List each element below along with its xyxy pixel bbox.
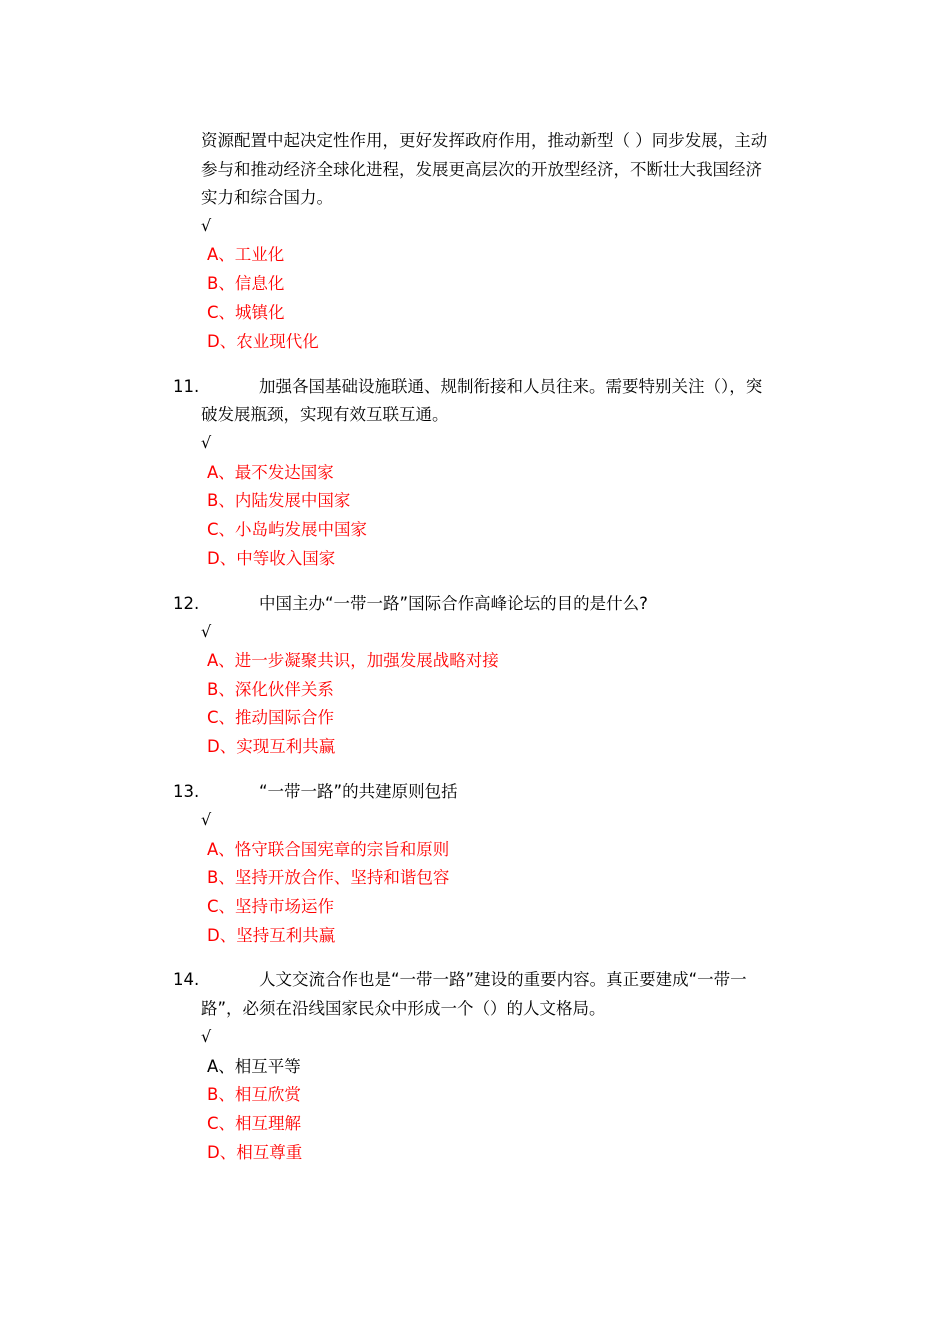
question-13-first-line <box>173 778 805 807</box>
question-14-option-d: D、相互尊重 <box>207 1143 303 1162</box>
question-11-check-mark: √ <box>201 433 212 452</box>
question-14-option-b: B、相互欣赏 <box>207 1085 301 1104</box>
question-13-option-d: D、坚持互利共赢 <box>207 926 336 945</box>
question-12-first-line <box>173 590 805 619</box>
question-14-option-a: A、相互平等 <box>207 1057 301 1076</box>
question-12-option-d: D、实现互利共赢 <box>207 737 336 756</box>
question-12-option-b: B、深化伙伴关系 <box>207 680 334 699</box>
question-13-option-a: A、恪守联合国宪章的宗旨和原则 <box>207 840 450 859</box>
question-13-option-b: B、坚持开放合作、坚持和谐包容 <box>207 868 450 887</box>
question-12-option-a: A、进一步凝聚共识，加强发展战略对接 <box>207 651 499 670</box>
question-14-option-c: C、相互理解 <box>207 1114 302 1133</box>
question-11-option-c: C、小岛屿发展中国家 <box>207 520 368 539</box>
question-14-check-mark: √ <box>201 1027 212 1046</box>
question-14-number: 14. <box>173 970 200 989</box>
question-11-option-a: A、最不发达国家 <box>207 463 334 482</box>
question-13-option-c: C、坚持市场运作 <box>207 897 335 916</box>
question-11-continuation: 破发展瓶颈，实现有效互联互通。 <box>201 405 449 424</box>
question-11-option-b: B、内陆发展中国家 <box>207 491 351 510</box>
question-11-first-line <box>173 373 805 402</box>
question-13-stem: “一带一路”的共建原则包括 <box>259 782 458 801</box>
question-12-stem: 中国主办“一带一路”国际合作高峰论坛的目的是什么? <box>259 594 648 613</box>
question-13-number: 13. <box>173 782 200 801</box>
question-10-line-2: 参与和推动经济全球化进程，发展更高层次的开放型经济，不断壮大我国经济 <box>201 159 762 179</box>
question-10-option-b: B、信息化 <box>207 274 285 293</box>
question-14-continuation: 路”，必须在沿线国家民众中形成一个（）的人文格局。 <box>201 999 606 1018</box>
question-10-option-d: D、农业现代化 <box>207 332 319 351</box>
question-10-line-1: 资源配置中起决定性作用，更好发挥政府作用，推动新型（ ）同步发展，主动 <box>201 131 768 150</box>
question-10-option-a: A、工业化 <box>207 245 285 264</box>
question-10-check-mark: √ <box>201 216 212 235</box>
question-14-stem-start: 人文交流合作也是“一带一路”建设的重要内容。真正要建成“一带一 <box>259 970 747 989</box>
question-11-number: 11. <box>173 377 200 396</box>
question-14-first-line <box>173 966 805 995</box>
question-10-text <box>201 127 805 213</box>
question-10-line-3: 实力和综合国力。 <box>201 188 333 208</box>
question-10-option-c: C、城镇化 <box>207 303 285 322</box>
question-12-number: 12. <box>173 594 200 613</box>
question-11-stem-start: 加强各国基础设施联通、规制衔接和人员往来。需要特别关注（），突 <box>259 377 763 396</box>
question-12-check-mark: √ <box>201 622 212 641</box>
question-13-check-mark: √ <box>201 810 212 829</box>
question-12-option-c: C、推动国际合作 <box>207 708 335 727</box>
question-11-option-d: D、中等收入国家 <box>207 549 336 568</box>
